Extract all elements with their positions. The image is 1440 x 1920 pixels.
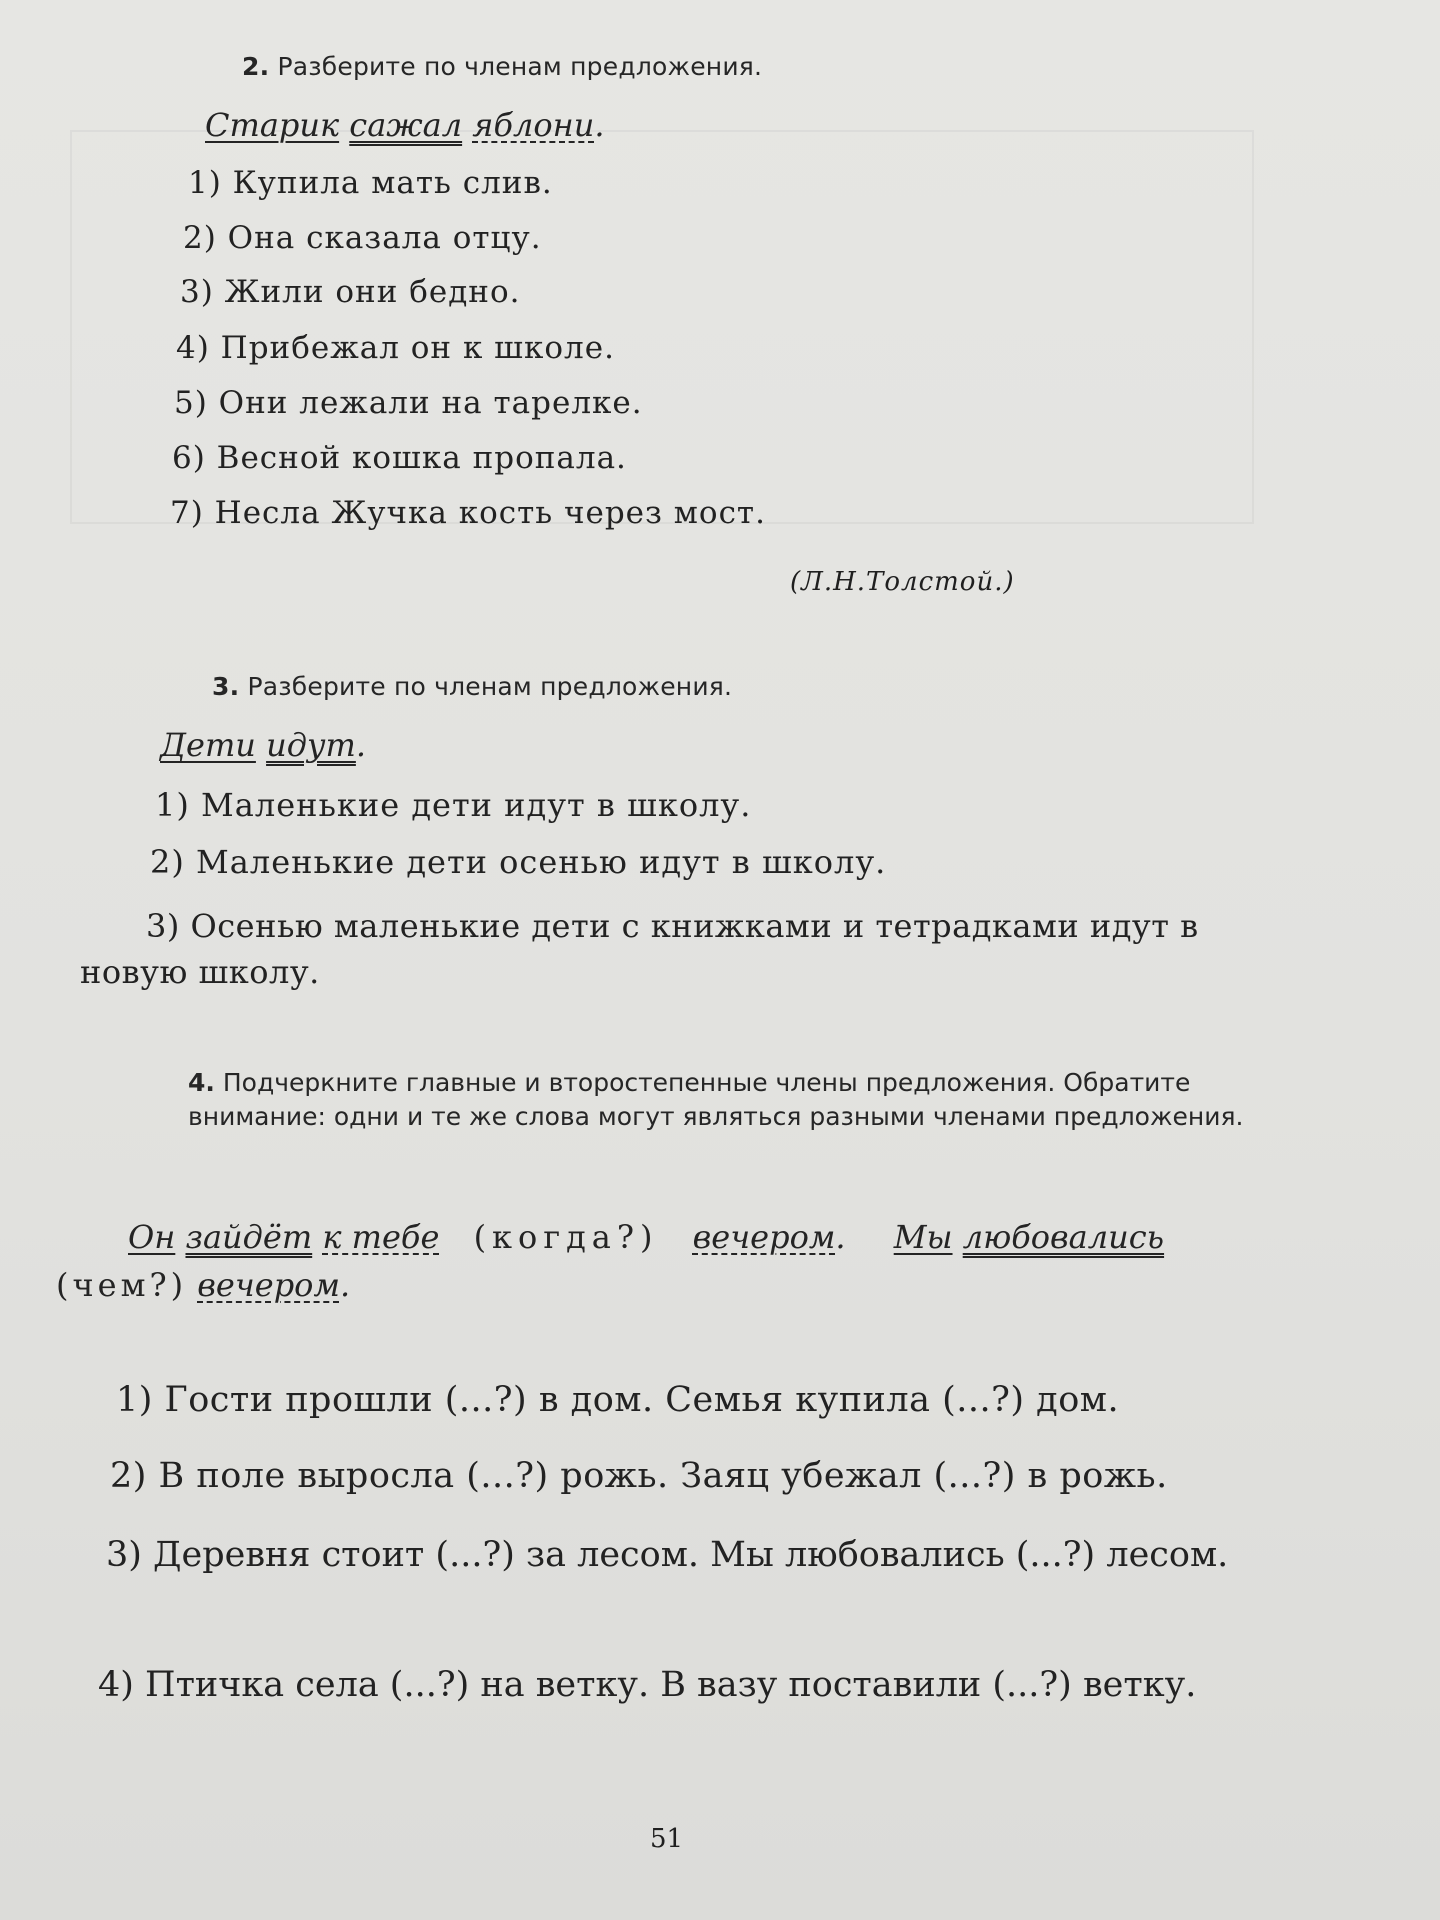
example-predicate: зайдёт xyxy=(185,1218,313,1256)
task3-sentence-2: 2) Маленькие дети осенью идут в школу. xyxy=(150,843,887,881)
task3-number: 3. xyxy=(212,672,240,701)
example-predicate: идут xyxy=(266,726,356,764)
example-object: вечером xyxy=(197,1266,340,1304)
task3-sentence-1: 1) Маленькие дети идут в школу. xyxy=(155,786,752,824)
task2-number: 2. xyxy=(242,52,270,81)
task4-sentence-1: 1) Гости прошли (...?) в дом. Семья купила (...?) дом. xyxy=(116,1380,1120,1420)
example-adverbial: вечером xyxy=(692,1218,836,1256)
task2-sentence-5: 5) Они лежали на тарелке. xyxy=(174,385,643,421)
example-subject: Дети xyxy=(160,726,256,764)
task4-sentence-2: 2) В поле выросла (...?) рожь. Заяц убежал (...?) в рожь. xyxy=(110,1456,1168,1496)
task3-instruction: Разберите по членам предложения. xyxy=(247,672,733,701)
task2-sentence-1: 1) Купила мать слив. xyxy=(188,165,553,201)
task3-sentence-3: 3) Осенью маленькие дети с книжками и тетрадками идут в новую школу. xyxy=(80,907,1199,991)
task4-number: 4. xyxy=(188,1068,215,1097)
task2-heading xyxy=(242,52,762,81)
example-question: (чем?) xyxy=(56,1266,188,1304)
task2-sentence-2: 2) Она сказала отцу. xyxy=(183,220,542,256)
task2-sentence-6: 6) Весной кошка пропала. xyxy=(172,440,627,476)
task2-sentence-4: 4) Прибежал он к школе. xyxy=(176,330,615,366)
task4-example-line1: Он зайдёт к тебе (когда?) вечером. Мы любовались xyxy=(128,1218,1165,1256)
task2-sentence-7: 7) Несла Жучка кость через мост. xyxy=(170,495,766,531)
task3-example: Дети идут. xyxy=(160,726,367,764)
example-object: яблони xyxy=(472,106,595,144)
task4-sentence-4: 4) Птичка села (...?) на ветку. В вазу поставили (...?) ветку. xyxy=(98,1665,1197,1705)
example-question: (когда?) xyxy=(473,1218,659,1256)
example-predicate: любовались xyxy=(962,1218,1165,1256)
task2-example: Старик сажал яблони. xyxy=(205,106,605,144)
task2-author: (Л.Н.Толстой.) xyxy=(790,567,1015,597)
page-number: 51 xyxy=(650,1824,684,1854)
task4-sentence-3: 3) Деревня стоит (...?) за лесом. Мы любовались (...?) лесом. xyxy=(106,1535,1229,1575)
example-subject: Мы xyxy=(893,1218,953,1256)
example-subject: Он xyxy=(128,1218,176,1256)
task3-heading xyxy=(212,672,732,701)
task2-instruction: Разберите по членам предложения. xyxy=(277,52,763,81)
task2-sentence-3: 3) Жили они бедно. xyxy=(180,274,521,310)
task4-instruction: Подчеркните главные и второстепенные члены предложения. Обратите внимание: одни и те же слова могут являться разными членами предложения. xyxy=(188,1068,1244,1131)
example-predicate: сажал xyxy=(349,106,463,144)
task4-example-line2: (чем?) вечером. xyxy=(56,1266,351,1304)
example-object: к тебе xyxy=(322,1218,440,1256)
task4-heading xyxy=(188,1066,1298,1134)
example-subject: Старик xyxy=(205,106,340,144)
